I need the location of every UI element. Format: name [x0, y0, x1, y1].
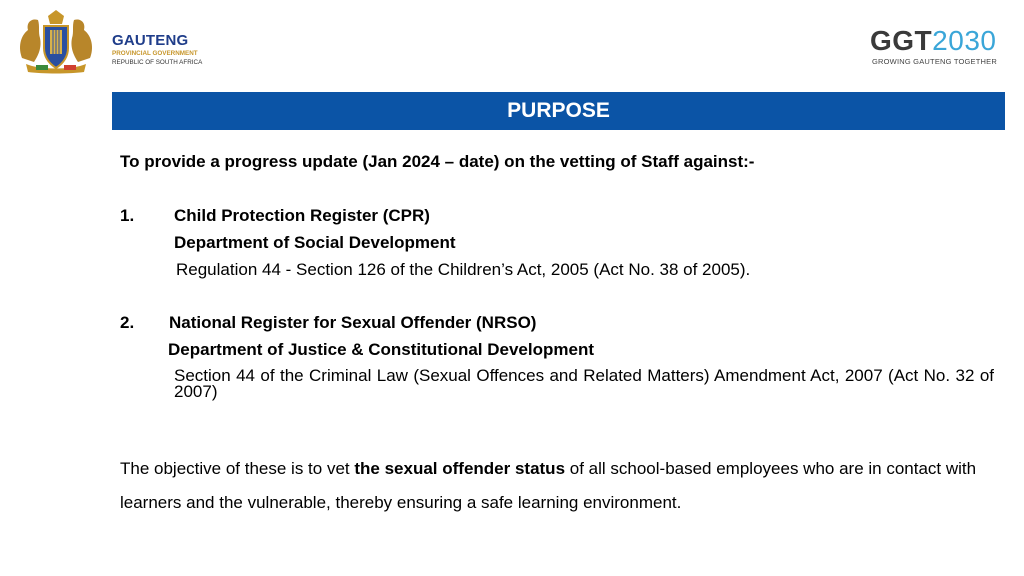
item-1-number: 1.: [120, 206, 135, 225]
ggt-wordmark: [870, 26, 996, 56]
gauteng-logo: [16, 8, 216, 74]
purpose-banner: [112, 92, 1005, 130]
gauteng-subtitle-1: PROVINCIAL GOVERNMENT: [112, 50, 198, 57]
ggt-year: 2030: [932, 25, 997, 56]
item-2-department: Department of Justice & Constitutional Development: [168, 340, 594, 359]
item-1-detail: Regulation 44 - Section 126 of the Children’s Act, 2005 (Act No. 38 of 2005).: [176, 260, 751, 279]
objective-text-bold: the sexual offender status: [354, 459, 566, 478]
item-1-department: Department of Social Development: [174, 233, 456, 252]
banner-title: PURPOSE: [507, 99, 610, 122]
ggt-tagline: GROWING GAUTENG TOGETHER: [872, 57, 997, 66]
item-2-detail: Section 44 of the Criminal Law (Sexual Offences and Related Matters) Amendment Act, 2007 (Act No. 32 of 2007): [174, 366, 994, 401]
objective-paragraph: [120, 452, 995, 520]
ggt-letters: GGT: [870, 25, 933, 56]
gauteng-subtitle-2: REPUBLIC OF SOUTH AFRICA: [112, 59, 203, 66]
intro-text: To provide a progress update (Jan 2024 – date) on the vetting of Staff against:-: [120, 152, 755, 171]
item-1-title: Child Protection Register (CPR): [174, 206, 430, 225]
objective-text-after: of all school-based employees who are in contact with learners and the vulnerable, thereby ensuring a safe learning environment.: [120, 459, 977, 512]
coat-of-arms-icon: [16, 8, 96, 74]
ggt2030-logo: [870, 26, 1010, 70]
objective-text-before: The objective of these is to vet: [120, 459, 355, 478]
item-2-number: 2.: [120, 313, 135, 332]
gauteng-wordmark: GAUTENG: [112, 32, 189, 49]
item-2-title: National Register for Sexual Offender (NRSO): [169, 313, 537, 332]
